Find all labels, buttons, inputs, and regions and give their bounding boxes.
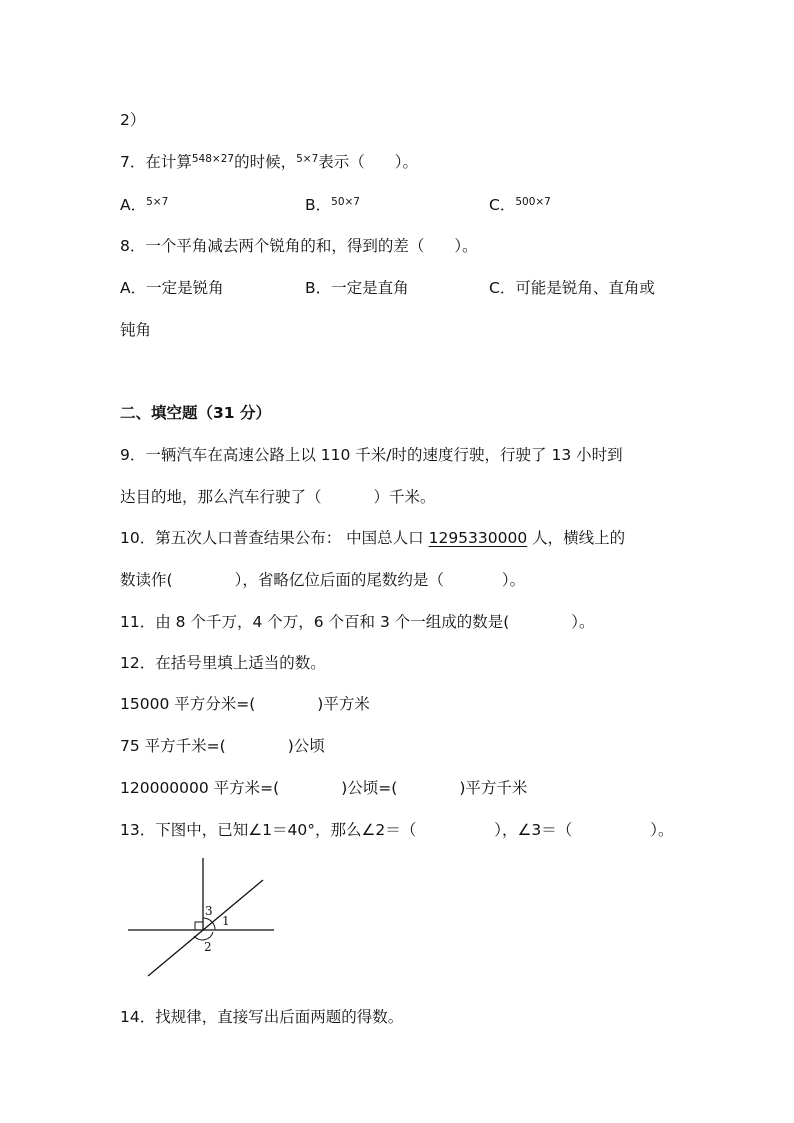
text-line-continuation: 2）	[120, 111, 146, 129]
q12-item-1-b: )平方米	[317, 695, 370, 713]
q8-text-end: ）。	[454, 237, 478, 255]
q12-item-1-a: 15000 平方分米=(	[120, 695, 256, 713]
question-8	[120, 234, 478, 256]
q7-option-a-label: A．	[120, 196, 147, 214]
q8-text: 8．一个平角减去两个锐角的和，得到的差（	[120, 237, 425, 255]
right-angle-mark	[195, 922, 203, 930]
q10-text-b-end: ）。	[501, 571, 526, 589]
q12-item-3	[120, 776, 527, 798]
q9-text-b-end: ）千米。	[373, 488, 436, 506]
q10-text-a: 10．第五次人口普查结果公布： 中国总人口	[120, 529, 429, 547]
q10-text-b-mid: ），省略亿位后面的尾数约是（	[234, 571, 444, 589]
q7-text-c: 表示（	[318, 153, 365, 171]
question-10-line-1	[120, 526, 625, 548]
angle-3-arc	[203, 918, 212, 922]
q7-option-a	[120, 193, 168, 215]
q12-item-2	[120, 734, 325, 756]
q7-option-c	[489, 193, 551, 215]
question-12: 12．在括号里填上适当的数。	[120, 654, 326, 672]
q8-option-a: A．一定是锐角	[120, 279, 224, 297]
q11-text-end: ）。	[571, 613, 595, 631]
angle-label-3: 3	[205, 904, 213, 918]
q10-text-a-end: 人，横线上的	[527, 529, 626, 547]
angle-label-1: 1	[222, 914, 230, 928]
q9-text-b: 达目的地，那么汽车行驶了（	[120, 488, 322, 506]
diagonal-line	[148, 880, 263, 976]
q13-text-a: 13．下图中，已知∠1＝40°，那么∠2＝（	[120, 821, 417, 839]
question-7	[120, 150, 418, 172]
q7-option-b-value: 50×7	[331, 196, 360, 208]
q12-item-1	[120, 692, 370, 714]
q11-text: 11．由 8 个千万，4 个万，6 个百和 3 个一组成的数是(	[120, 613, 510, 631]
angle-1-arc	[212, 922, 215, 930]
question-10-line-2	[120, 568, 525, 590]
q7-option-c-value: 500×7	[515, 196, 551, 208]
q8-option-b: B．一定是直角	[305, 279, 409, 297]
q13-text-c: ）。	[650, 821, 674, 839]
q12-item-3-b: )公顷=(	[341, 779, 398, 797]
angle-label-2: 2	[204, 940, 212, 954]
q8-option-c: C．可能是锐角、直角或	[489, 279, 655, 297]
q7-option-b-label: B．	[305, 196, 332, 214]
q12-item-3-c: )平方千米	[459, 779, 528, 797]
q7-text-d: ）。	[394, 153, 419, 171]
q7-expression-5x7: 5×7	[296, 153, 319, 165]
q7-option-b	[305, 193, 360, 215]
question-11	[120, 610, 595, 632]
q12-item-3-a: 120000000 平方米=(	[120, 779, 280, 797]
q7-text-b: 的时候，	[234, 153, 297, 171]
question-14: 14．找规律，直接写出后面两题的得数。	[120, 1008, 404, 1026]
angle-figure	[126, 854, 286, 984]
q7-option-a-value: 5×7	[146, 196, 169, 208]
q10-population-number: 1295330000	[428, 529, 528, 547]
question-13	[120, 818, 674, 840]
q8-option-c-continuation: 钝角	[120, 321, 152, 339]
section-2-heading: 二、填空题（31 分）	[120, 404, 271, 422]
question-9-line-1: 9．一辆汽车在高速公路上以 110 千米/时的速度行驶，行驶了 13 小时到	[120, 446, 623, 464]
question-9-line-2	[120, 485, 436, 507]
q13-text-b: ），∠3＝（	[494, 821, 573, 839]
q12-item-2-a: 75 平方千米=(	[120, 737, 226, 755]
q10-text-b: 数读作(	[120, 571, 173, 589]
q12-item-2-b: )公顷	[287, 737, 325, 755]
q7-expression-548x27: 548×27	[191, 153, 235, 165]
q7-text-a: 7．在计算	[120, 153, 192, 171]
q7-option-c-label: C．	[489, 196, 516, 214]
